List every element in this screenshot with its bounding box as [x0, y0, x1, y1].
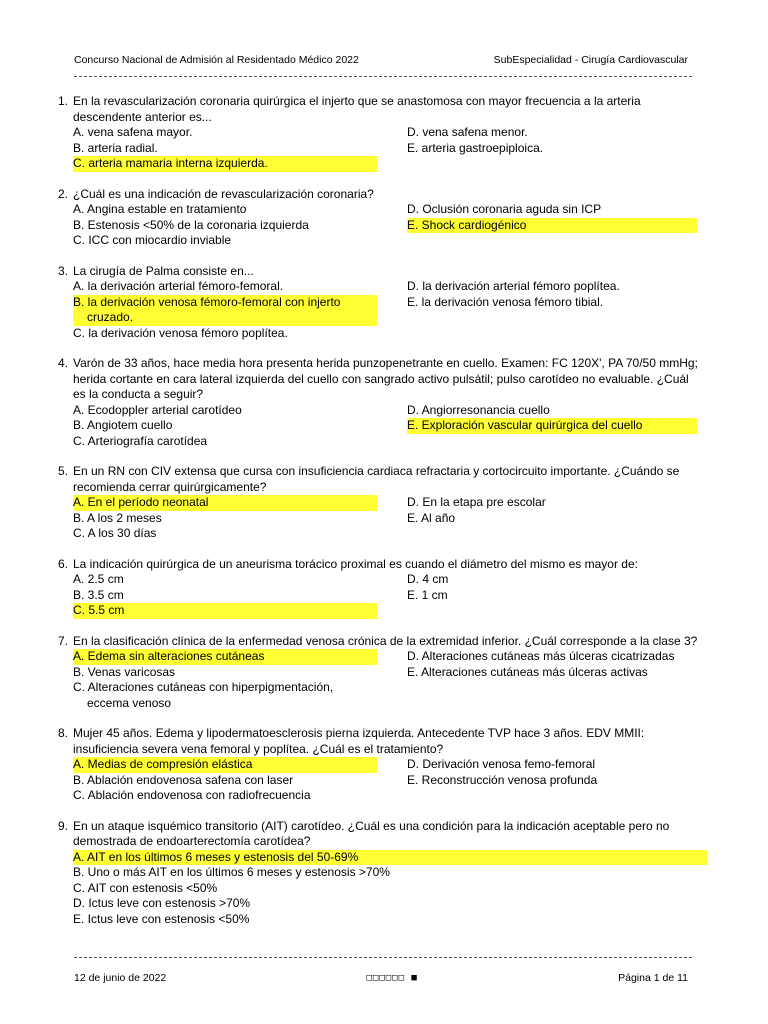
- option-a-correct[interactable]: A. Edema sin alteraciones cutáneas: [73, 649, 377, 665]
- option-c[interactable]: C. la derivación venosa fémoro poplítea.: [73, 325, 288, 340]
- option-c-line1: C. Alteraciones cutáneas con hiperpigmentación,: [73, 680, 334, 694]
- question-5: [58, 464, 698, 542]
- question-2: [58, 187, 698, 249]
- option-e[interactable]: E. Reconstrucción venosa profunda: [407, 772, 598, 787]
- question-9: [58, 819, 698, 928]
- option-c-correct[interactable]: C. arteria mamaria interna izquierda.: [73, 156, 377, 172]
- question-stem: La cirugía de Palma consiste en...: [73, 263, 254, 278]
- question-4: [58, 356, 698, 449]
- option-d[interactable]: D. Derivación venosa femo-femoral: [407, 757, 596, 771]
- question-stem: La indicación quirúrgica de un aneurisma torácico proximal es cuando el diámetro del mismo es mayor de:: [73, 556, 638, 571]
- option-e-correct[interactable]: E. Shock cardiogénico: [407, 218, 697, 234]
- question-stem: ¿Cuál es una indicación de revascularización coronaria?: [73, 186, 374, 201]
- question-stem: Mujer 45 años. Edema y lipodermatoesclerosis pierna izquierda. Antecedente TVP hace 3 años. EDV MMII: insuficiencia severa vena femoral y poplítea. ¿Cuál es el tratamiento?: [73, 726, 645, 756]
- option-a[interactable]: A. vena safena mayor.: [73, 125, 193, 139]
- option-b-line2: cruzado.: [87, 310, 134, 324]
- option-b[interactable]: B. 3.5 cm: [73, 587, 124, 602]
- option-d[interactable]: D. la derivación arterial fémoro poplítea.: [407, 279, 620, 293]
- option-c[interactable]: C. ICC con miocardio inviable: [73, 233, 232, 247]
- option-d[interactable]: D. 4 cm: [407, 572, 449, 586]
- question-number: 8.: [58, 726, 69, 740]
- footer-divider: [74, 957, 692, 958]
- option-a[interactable]: A. la derivación arterial fémoro-femoral.: [73, 279, 284, 293]
- option-c[interactable]: C. AIT con estenosis <50%: [73, 880, 218, 895]
- option-e[interactable]: E. Al año: [407, 510, 456, 525]
- question-8: [58, 726, 698, 804]
- question-7: [58, 634, 698, 712]
- option-c[interactable]: C. A los 30 días: [73, 526, 157, 540]
- option-c[interactable]: C. Ablación endovenosa con radiofrecuencia: [73, 788, 311, 802]
- option-e[interactable]: E. Ictus leve con estenosis <50%: [73, 911, 250, 926]
- option-b[interactable]: B. Estenosis <50% de la coronaria izquierda: [73, 217, 309, 232]
- header-divider: [74, 76, 692, 77]
- page-footer: [74, 972, 688, 984]
- option-e[interactable]: E. la derivación venosa fémoro tibial.: [407, 294, 604, 309]
- option-a-correct[interactable]: A. Medias de compresión elástica: [73, 757, 377, 773]
- question-number: 5.: [58, 464, 69, 478]
- question-number: 4.: [58, 356, 69, 370]
- specialty-title: SubEspecialidad - Cirugía Cardiovascular: [493, 54, 688, 66]
- option-a[interactable]: A. Angina estable en tratamiento: [73, 202, 247, 216]
- option-b[interactable]: B. Uno o más AIT en los últimos 6 meses y estenosis >70%: [73, 865, 390, 879]
- option-b-correct[interactable]: [73, 295, 377, 326]
- page-number: Página 1 de 11: [618, 972, 688, 984]
- option-b[interactable]: B. Ablación endovenosa safena con laser: [73, 772, 294, 787]
- option-d[interactable]: D. Alteraciones cutáneas más úlceras cicatrizadas: [407, 649, 675, 663]
- question-number: 3.: [58, 263, 69, 278]
- question-number: 7.: [58, 633, 69, 648]
- question-number: 1.: [58, 94, 69, 108]
- option-e[interactable]: E. arteria gastroepiploica.: [407, 140, 544, 155]
- option-e[interactable]: E. Alteraciones cutáneas más úlceras activas: [407, 664, 648, 679]
- question-list: [58, 94, 698, 942]
- option-b[interactable]: B. arteria radial.: [73, 140, 158, 155]
- option-b[interactable]: B. Venas varicosas: [73, 664, 176, 679]
- page-header: [74, 54, 688, 66]
- option-e-correct[interactable]: E. Exploración vascular quirúrgica del cuello: [407, 418, 697, 434]
- question-number: 2.: [58, 186, 69, 201]
- option-c[interactable]: C. Arteriografía carotídea: [73, 433, 208, 448]
- exam-title: Concurso Nacional de Admisión al Residentado Médico 2022: [74, 54, 359, 66]
- option-a-correct[interactable]: A. AIT en los últimos 6 meses y estenosis del 50-69%: [73, 850, 707, 866]
- option-c[interactable]: [73, 680, 407, 711]
- question-3: [58, 264, 698, 342]
- question-stem: En la revascularización coronaria quirúrgica el injerto que se anastomosa con mayor frecuencia a la arteria descendente anterior es...: [73, 94, 641, 124]
- option-b[interactable]: B. Angiotem cuello: [73, 418, 173, 432]
- option-d[interactable]: D. vena safena menor.: [407, 125, 528, 139]
- question-number: 9.: [58, 818, 69, 833]
- option-b-line1: B. la derivación venosa fémoro-femoral con injerto: [73, 294, 341, 309]
- option-a-correct[interactable]: A. En el período neonatal: [73, 495, 377, 511]
- option-b[interactable]: B. A los 2 meses: [73, 510, 162, 525]
- option-d[interactable]: D. Ictus leve con estenosis >70%: [73, 896, 251, 910]
- option-d[interactable]: D. Oclusión coronaria aguda sin ICP: [407, 202, 602, 216]
- question-stem: Varón de 33 años, hace media hora presenta herida punzopenetrante en cuello. Examen: FC 120X', PA 70/50 mmHg; herida cortante en cara lateral izquierda del cuello con sangrado activo pulsátil; pulso carotídeo no evaluable. ¿Cuál es la conducta a seguir?: [73, 356, 698, 401]
- option-e[interactable]: E. 1 cm: [407, 587, 448, 602]
- question-6: [58, 557, 698, 619]
- question-number: 6.: [58, 556, 69, 571]
- exam-date: 12 de junio de 2022: [74, 972, 167, 984]
- exam-code: □□□□□□ ■: [366, 973, 418, 983]
- question-stem: En un ataque isquémico transitorio (AIT) carotídeo. ¿Cuál es una condición para la indicación aceptable pero no demostrada de endoarterectomía carotídea?: [73, 818, 670, 848]
- question-1: [58, 94, 698, 172]
- option-c-correct[interactable]: C. 5.5 cm: [73, 603, 377, 619]
- option-a[interactable]: A. Ecodoppler arterial carotídeo: [73, 402, 242, 417]
- question-stem: En un RN con CIV extensa que cursa con insuficiencia cardiaca refractaria y cortocircuito importante. ¿Cuándo se recomienda cerrar quirúrgicamente?: [73, 464, 680, 494]
- question-stem: En la clasificación clínica de la enfermedad venosa crónica de la extremidad inferior. ¿Cuál corresponde a la clase 3?: [73, 633, 698, 648]
- option-c-line2: eccema venoso: [87, 695, 172, 710]
- option-d[interactable]: D. Angiorresonancia cuello: [407, 402, 550, 417]
- option-a[interactable]: A. 2.5 cm: [73, 572, 124, 586]
- option-d[interactable]: D. En la etapa pre escolar: [407, 495, 546, 509]
